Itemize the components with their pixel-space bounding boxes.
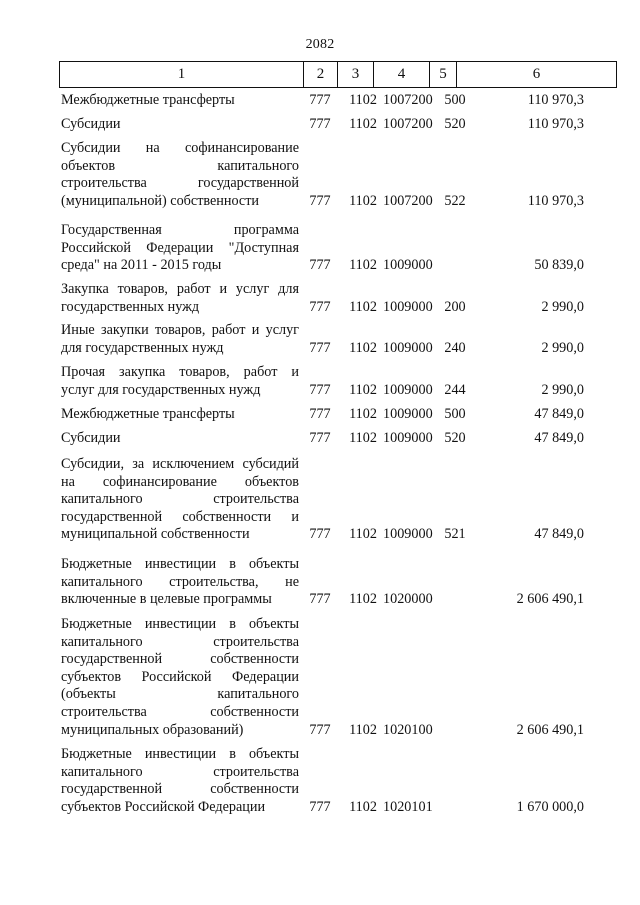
table-row [0,430,640,448]
description-line: Бюджетные инвестиции в объекты [61,556,299,572]
expense-type-code: 520 [444,430,466,446]
row-description [61,322,299,357]
amount: 50 839,0 [534,257,584,274]
column-header-row [59,61,617,88]
ministry-code: 777 [309,430,331,446]
description-line: государственных нужд [61,298,200,315]
row-description [61,430,299,448]
row-description [61,616,299,739]
description-line: субъектов Российской Федерации [61,668,299,685]
header-col-5: 5 [430,62,457,88]
amount: 2 990,0 [541,298,584,315]
section-code: 1102 [349,192,377,209]
amount: 110 970,3 [527,116,584,132]
ministry-code: 777 [309,298,331,315]
table-row [0,406,640,424]
amount: 47 849,0 [534,526,584,543]
target-article-code: 1020101 [383,798,433,815]
amount: 2 990,0 [541,381,584,398]
ministry-code: 777 [309,381,331,398]
description-line: Межбюджетные трансферты [61,406,235,422]
description-line: Иные закупки товаров, работ и услуг [61,322,299,338]
header-col-1: 1 [60,62,304,88]
target-article-code: 1007200 [383,92,433,108]
amount: 110 970,3 [527,192,584,209]
table-row [0,116,640,134]
section-code: 1102 [349,430,377,446]
description-line: капитального строительства [61,763,299,780]
description-line: строительства собственности [61,703,299,720]
description-line: строительства государственной [61,175,299,192]
section-code: 1102 [349,798,377,815]
ministry-code: 777 [309,721,331,738]
amount: 2 606 490,1 [516,591,584,608]
ministry-code: 777 [309,526,331,543]
description-line: Бюджетные инвестиции в объекты [61,616,299,632]
description-line: муниципальной собственности [61,526,250,543]
row-description [61,556,299,609]
expense-type-code: 522 [444,192,466,209]
amount: 110 970,3 [527,92,584,108]
row-description [61,116,299,134]
header-col-3: 3 [338,62,374,88]
description-line: Закупка товаров, работ и услуг для [61,281,299,297]
row-description [61,364,299,399]
row-description [61,456,299,544]
target-article-code: 1009000 [383,339,433,356]
target-article-code: 1009000 [383,430,433,446]
description-line: Государственная программа [61,222,299,238]
description-line: капитального строительства [61,633,299,650]
table-row [0,92,640,110]
description-line: Субсидии [61,116,121,132]
description-line: на софинансирование объектов [61,473,299,490]
table-row [0,746,640,816]
target-article-code: 1020100 [383,721,433,738]
ministry-code: 777 [309,406,331,422]
expense-type-code: 244 [444,381,466,398]
table-row [0,364,640,399]
target-article-code: 1009000 [383,526,433,543]
description-line: Субсидии на софинансирование [61,140,299,156]
table-row [0,140,640,210]
table-row [0,456,640,544]
amount: 47 849,0 [534,406,584,422]
description-line: капитального строительства, не [61,573,299,590]
row-description [61,746,299,816]
ministry-code: 777 [309,116,331,132]
target-article-code: 1009000 [383,406,433,422]
row-description [61,281,299,316]
row-description [61,406,299,424]
expense-type-code: 200 [444,298,466,315]
table-row [0,222,640,275]
expense-type-code: 520 [444,116,466,132]
description-line: Российской Федерации "Доступная [61,239,299,256]
section-code: 1102 [349,92,377,108]
target-article-code: 1007200 [383,192,433,209]
table-row [0,281,640,316]
row-description [61,222,299,275]
ministry-code: 777 [309,339,331,356]
target-article-code: 1020000 [383,591,433,608]
amount: 47 849,0 [534,430,584,446]
section-code: 1102 [349,406,377,422]
expense-type-code: 500 [444,406,466,422]
description-line: (муниципальной) собственности [61,192,260,209]
table-row [0,616,640,739]
description-line: (объекты капитального [61,686,299,703]
description-line: Межбюджетные трансферты [61,92,235,108]
section-code: 1102 [349,721,377,738]
description-line: Субсидии [61,430,121,446]
expense-type-code: 240 [444,339,466,356]
section-code: 1102 [349,526,377,543]
row-description [61,92,299,110]
section-code: 1102 [349,339,377,356]
description-line: услуг для государственных нужд [61,381,261,398]
table-row [0,322,640,357]
description-line: среда" на 2011 - 2015 годы [61,257,222,274]
header-col-2: 2 [304,62,338,88]
section-code: 1102 [349,298,377,315]
ministry-code: 777 [309,257,331,274]
ministry-code: 777 [309,798,331,815]
description-line: государственной собственности [61,651,299,668]
description-line: включенные в целевые программы [61,591,272,608]
description-line: муниципальных образований) [61,721,244,738]
target-article-code: 1009000 [383,381,433,398]
ministry-code: 777 [309,92,331,108]
section-code: 1102 [349,381,377,398]
amount: 2 606 490,1 [516,721,584,738]
ministry-code: 777 [309,591,331,608]
header-col-4: 4 [374,62,430,88]
target-article-code: 1009000 [383,257,433,274]
table-row [0,556,640,609]
header-col-6: 6 [457,62,617,88]
description-line: объектов капитального [61,157,299,174]
row-description [61,140,299,210]
description-line: Субсидии, за исключением субсидий [61,456,299,472]
description-line: Бюджетные инвестиции в объекты [61,746,299,762]
target-article-code: 1007200 [383,116,433,132]
section-code: 1102 [349,591,377,608]
description-line: государственной собственности [61,781,299,798]
description-line: для государственных нужд [61,339,224,356]
amount: 2 990,0 [541,339,584,356]
section-code: 1102 [349,116,377,132]
description-line: Прочая закупка товаров, работ и [61,364,299,380]
ministry-code: 777 [309,192,331,209]
expense-type-code: 521 [444,526,466,543]
description-line: капитального строительства [61,491,299,508]
page-number: 2082 [305,37,335,52]
description-line: государственной собственности и [61,508,299,525]
expense-type-code: 500 [444,92,466,108]
description-line: субъектов Российской Федерации [61,798,266,815]
target-article-code: 1009000 [383,298,433,315]
amount: 1 670 000,0 [516,798,584,815]
section-code: 1102 [349,257,377,274]
